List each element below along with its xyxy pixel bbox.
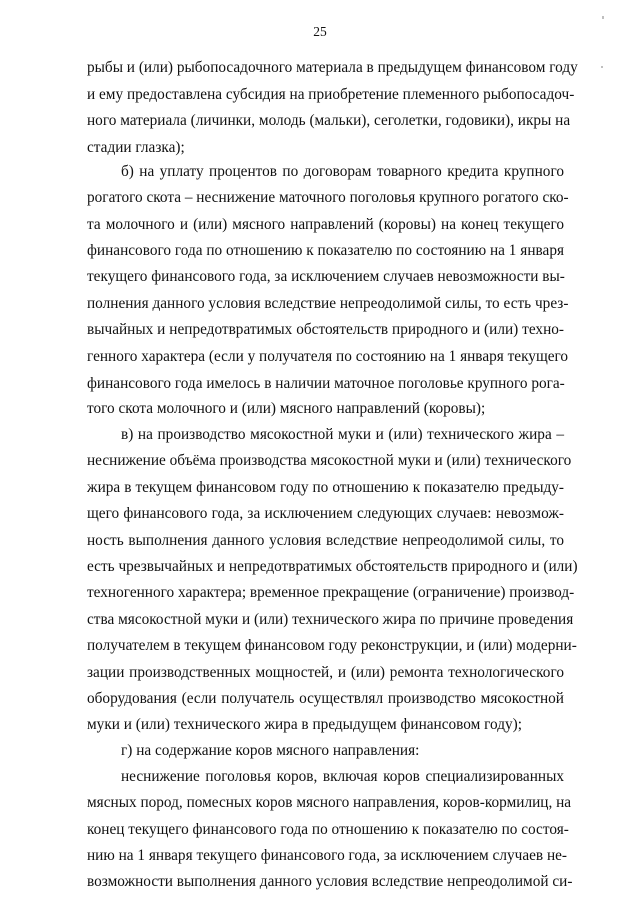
- text-line: нию на 1 января текущего финансового года, за исключением случаев не-: [87, 847, 568, 864]
- text-line: г) на содержание коров мясного направления:: [121, 742, 420, 759]
- text-line: финансового года по отношению к показателю по состоянию на 1 января: [87, 242, 564, 259]
- text-line: щего финансового года, за исключением следующих случаев: невозмож-: [87, 505, 564, 522]
- text-line: есть чрезвычайных и непредотвратимых обстоятельств природного и (или): [87, 558, 578, 575]
- text-line: вычайных и непредотвратимых обстоятельств природного и (или) техно-: [87, 321, 564, 338]
- text-line: техногенного характера; временное прекращение (ограничение) производ-: [87, 584, 575, 601]
- text-line: конец текущего финансового года по отношению к показателю по состоя-: [87, 821, 569, 838]
- text-line: мясных пород, помесных коров мясного направления, коров-кормилиц, на: [87, 794, 572, 811]
- text-line: ства мясокостной муки и (или) технического жира по причине проведения: [87, 611, 574, 628]
- text-line: и ему предоставлена субсидия на приобретение племенного рыбопосадоч-: [87, 86, 575, 103]
- text-line: рогатого скота – неснижение маточного поголовья крупного рогатого ско-: [87, 189, 569, 206]
- text-line: б) на уплату процентов по договорам товарного кредита крупного: [121, 163, 564, 180]
- text-line: в) на производство мясокостной муки и (или) технического жира –: [121, 426, 564, 443]
- text-line: возможности выполнения данного условия вследствие непреодолимой си-: [87, 873, 573, 890]
- text-line: финансового года имелось в наличии маточное поголовье крупного рога-: [87, 375, 565, 392]
- scan-speck: [601, 66, 603, 68]
- text-line: получателем в текущем финансовом году реконструкции, и (или) модерни-: [87, 637, 577, 654]
- page-number: 25: [313, 24, 327, 39]
- text-line: жира в текущем финансовом году по отношению к показателю предыду-: [87, 479, 564, 496]
- text-line: муки и (или) технического жира в предыдущем финансовом году);: [87, 716, 523, 733]
- text-line: оборудования (если получатель осуществлял производство мясокостной: [87, 690, 564, 707]
- text-line: стадии глазка);: [87, 139, 185, 156]
- text-line: ность выполнения данного условия вследствие непреодолимой силы, то: [87, 532, 564, 549]
- text-line: зации производственных мощностей, и (или) ремонта технологического: [87, 664, 564, 681]
- text-line: полнения данного условия вследствие непреодолимой силы, то есть чрез-: [87, 295, 569, 312]
- text-line: неснижение поголовья коров, включая коров специализированных: [121, 768, 564, 785]
- text-line: генного характера (если у получателя по состоянию на 1 января текущего: [87, 348, 569, 365]
- scan-speck: [602, 16, 604, 19]
- text-line: та молочного и (или) мясного направлений (коровы) на конец текущего: [87, 216, 564, 233]
- text-line: текущего финансового года, за исключением случаев невозможности вы-: [87, 268, 565, 285]
- text-line: ного материала (личинки, молодь (мальки), сеголетки, годовики), икры на: [87, 112, 571, 129]
- text-line: рыбы и (или) рыбопосадочного материала в предыдущем финансовом году: [87, 59, 578, 76]
- text-line: того скота молочного и (или) мясного направлений (коровы);: [87, 400, 486, 417]
- text-line: неснижение объёма производства мясокостной муки и (или) технического: [87, 452, 572, 469]
